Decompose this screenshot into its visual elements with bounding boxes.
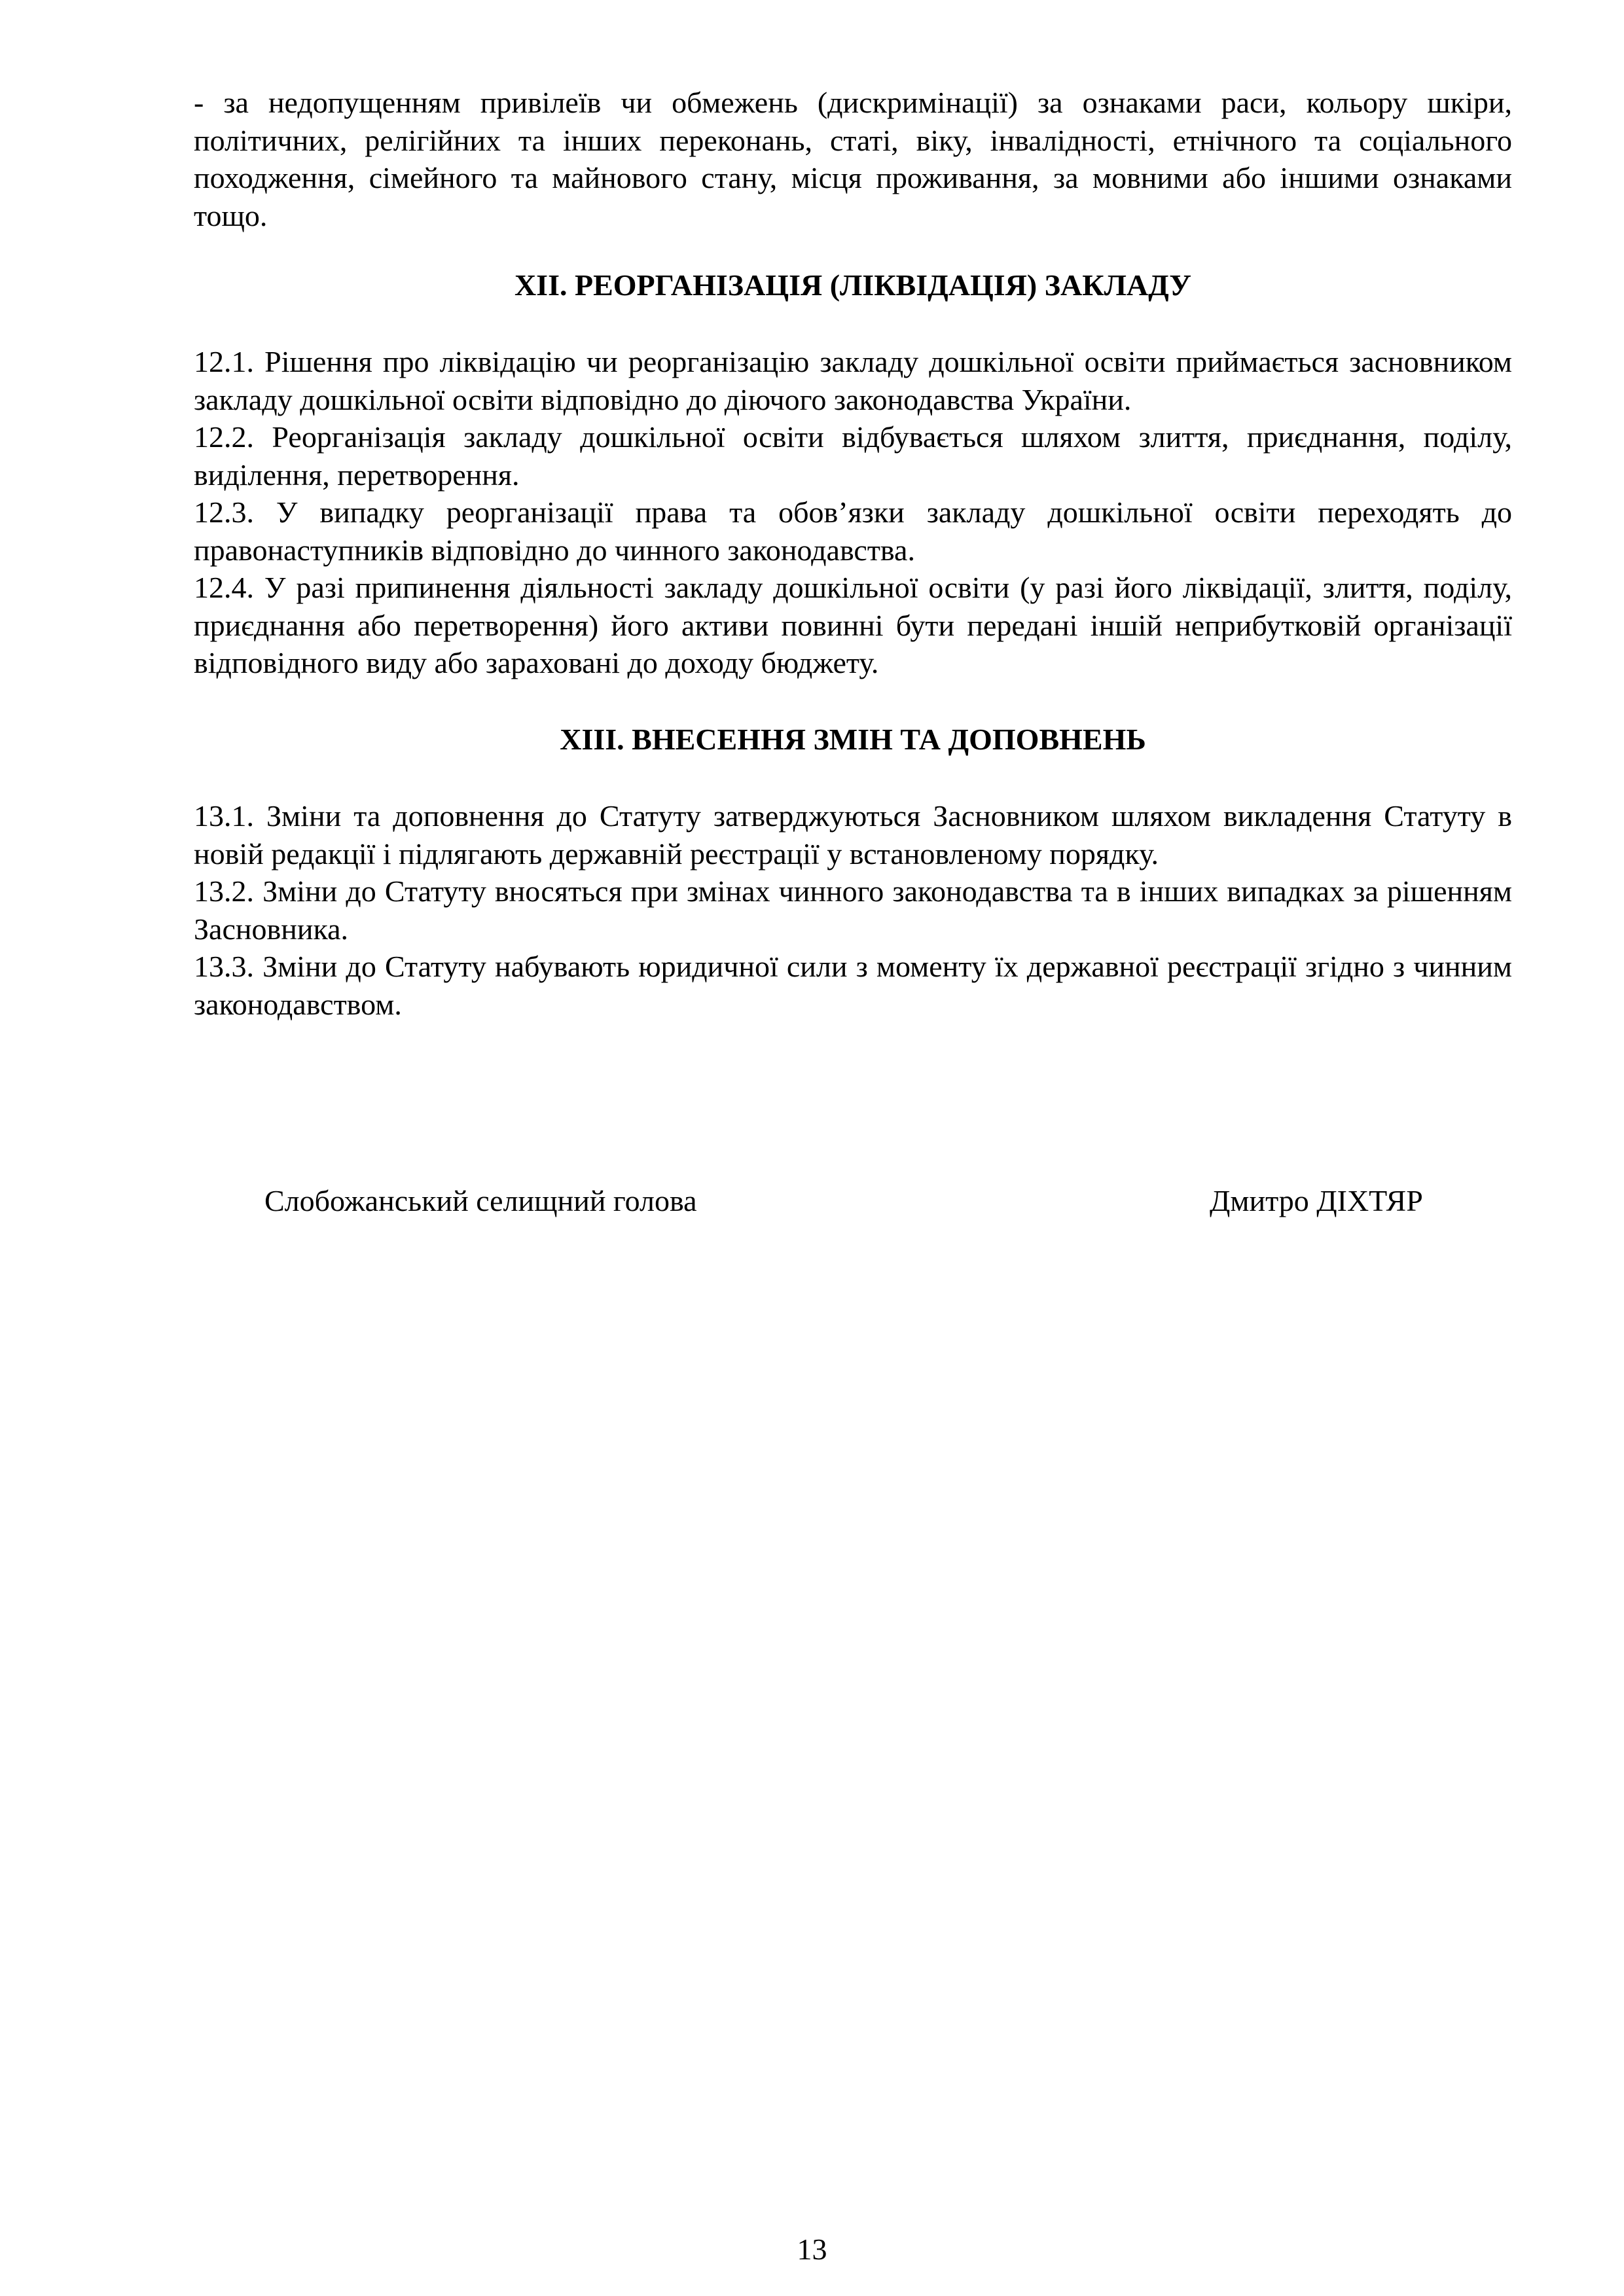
clause-12-1: 12.1. Рішення про ліквідацію чи реорганізацію закладу дошкільної освіти приймається засновником закладу дошкільної освіти відповідно до діючого законодавства України. — [194, 345, 1512, 416]
intro-paragraph: - за недопущенням привілеїв чи обмежень (дискримінації) за ознаками раси, кольору шкіри, політичних, релігійних та інших переконань, статі, віку, інвалідності, етнічного та соціального походження, сімейного та майнового стану, місця проживання, за мовними або іншими ознаками тощо. — [194, 86, 1512, 232]
clause-13-3: 13.3. Зміни до Статуту набувають юридичної сили з моменту їх державної реєстрації згідно з чинним законодавством. — [194, 950, 1512, 1021]
section-heading-xii: XII. РЕОРГАНІЗАЦІЯ (ЛІКВІДАЦІЯ) ЗАКЛАДУ — [514, 268, 1192, 302]
clause-12-3: 12.3. У випадку реорганізації права та обов’язки закладу дошкільної освіти переходять до правонаступників відповідно до чинного законодавства. — [194, 495, 1512, 567]
section-xii-body — [194, 343, 1512, 682]
section-heading-xiii: XIII. ВНЕСЕННЯ ЗМІН ТА ДОПОВНЕНЬ — [560, 723, 1146, 756]
clause-13-2: 13.2. Зміни до Статуту вносяться при змінах чинного законодавства та в інших випадках за рішенням Засновника. — [194, 874, 1512, 946]
section-xiii-body — [194, 797, 1512, 1023]
clause-12-2: 12.2. Реорганізація закладу дошкільної освіти відбувається шляхом злиття, приєднання, поділу, виділення, перетворення. — [194, 420, 1512, 492]
signatory-title: Слобожанський селищний голова — [264, 1184, 697, 1217]
intro-block — [194, 84, 1512, 234]
clause-12-4: 12.4. У разі припинення діяльності закладу дошкільної освіти (у разі його ліквідації, злиття, поділу, приєднання або перетворення) його активи повинні бути передані іншій неприбутковій організації відповідного виду або зараховані до доходу бюджету. — [194, 571, 1512, 679]
page-number: 13 — [797, 2233, 827, 2266]
clause-13-1: 13.1. Зміни та доповнення до Статуту затверджуються Засновником шляхом викладення Статуту в новій редакції і підлягають державній реєстрації у встановленому порядку. — [194, 799, 1512, 870]
signatory-name: Дмитро ДІХТЯР — [1210, 1184, 1423, 1217]
